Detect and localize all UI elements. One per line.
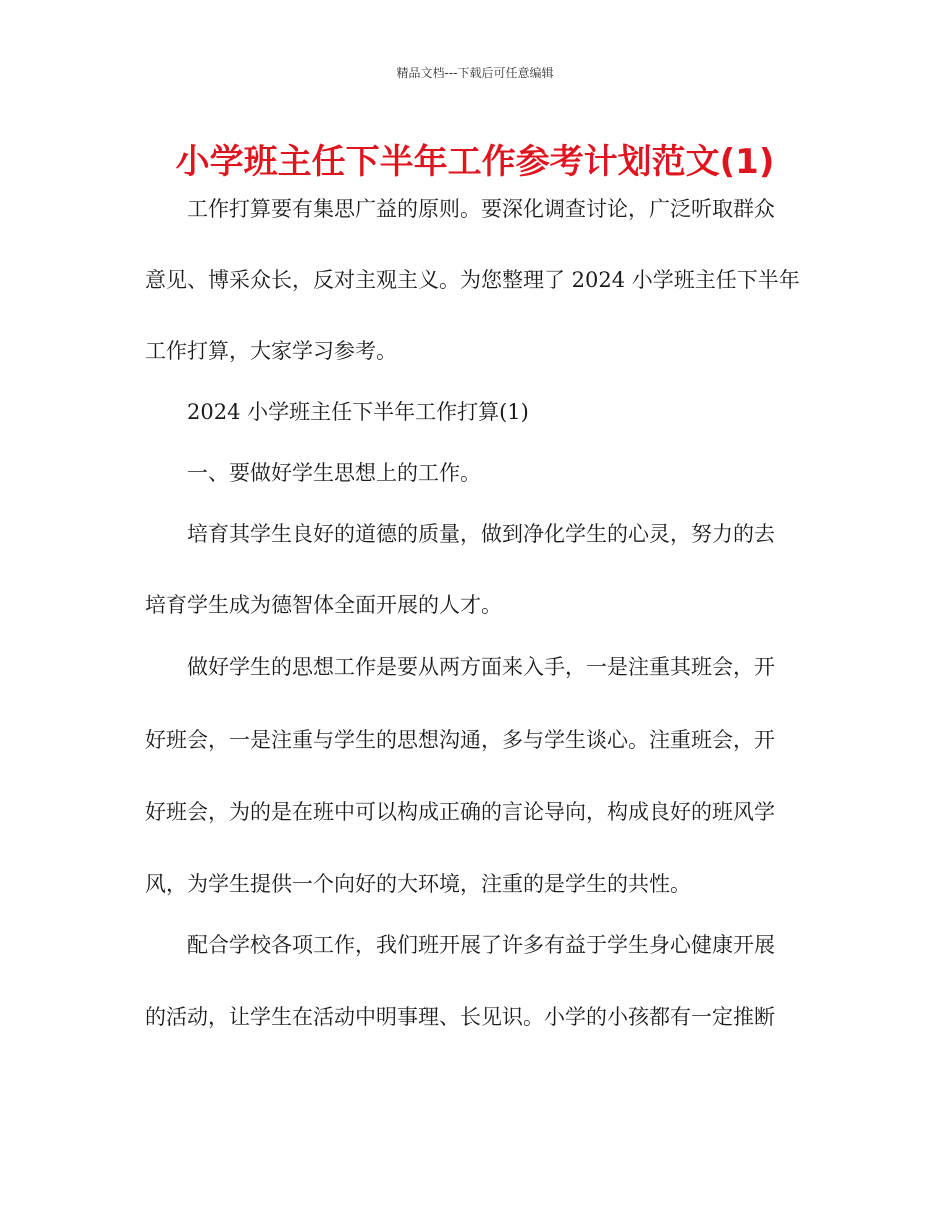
document-title: 小学班主任下半年工作参考计划范文(1) — [175, 142, 775, 182]
paragraph-line: 好班会，为的是在班中可以构成正确的言论导向，构成良好的班风学 — [145, 800, 775, 824]
section-heading: 一、要做好学生思想上的工作。 — [187, 461, 481, 485]
header-note: 精品文档---下载后可任意编辑 — [396, 66, 554, 80]
paragraph-line: 风，为学生提供一个向好的大环境，注重的是学生的共性。 — [145, 872, 691, 896]
paragraph-line: 培育其学生良好的道德的质量，做到净化学生的心灵，努力的去 — [187, 522, 775, 546]
paragraph-line: 工作打算，大家学习参考。 — [145, 339, 397, 363]
paragraph-line: 意见、博采众长，反对主观主义。为您整理了 2024 小学班主任下半年 — [145, 268, 800, 292]
section-heading: 2024 小学班主任下半年工作打算(1) — [187, 400, 529, 424]
paragraph-line: 配合学校各项工作，我们班开展了许多有益于学生身心健康开展 — [187, 933, 775, 957]
paragraph-line: 做好学生的思想工作是要从两方面来入手，一是注重其班会，开 — [187, 655, 775, 679]
paragraph-line: 的活动，让学生在活动中明事理、长见识。小学的小孩都有一定推断 — [145, 1005, 775, 1029]
paragraph-line: 好班会，一是注重与学生的思想沟通，多与学生谈心。注重班会，开 — [145, 728, 775, 752]
paragraph-line: 培育学生成为德智体全面开展的人才。 — [145, 593, 502, 617]
paragraph-line: 工作打算要有集思广益的原则。要深化调查讨论，广泛听取群众 — [187, 197, 775, 221]
